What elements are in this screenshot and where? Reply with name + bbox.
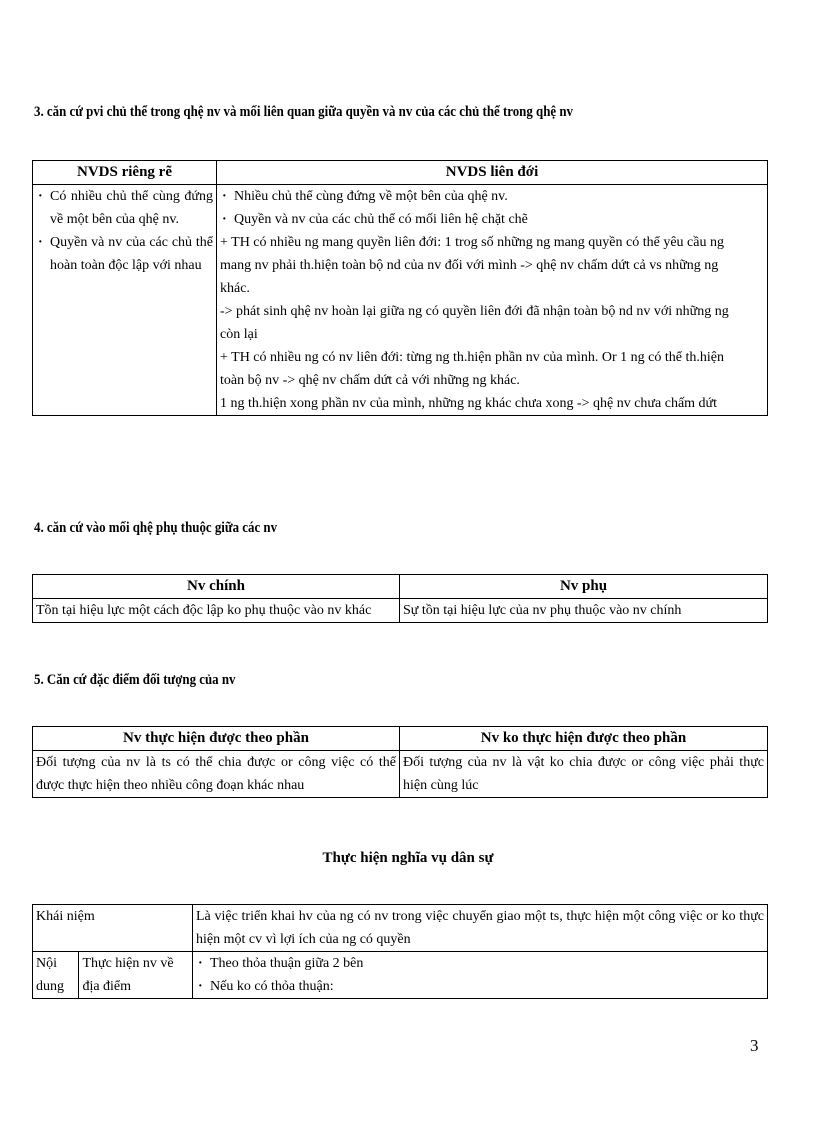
section-5-heading: 5. Căn cứ đặc điểm đối tượng của nv	[34, 672, 236, 688]
section-6-table	[32, 904, 768, 999]
text-line: khác.	[220, 281, 250, 296]
page-number: 3	[750, 1036, 759, 1055]
nvds-rieng-re-cell	[33, 185, 217, 416]
text-line: 1 ng th.hiện xong phần nv của mình, những ng khác chưa xong -> qhệ nv chưa chấm dứt	[220, 396, 718, 411]
list-item: · Quyền và nv của các chủ thể hoàn toàn độc lập với nhau	[36, 231, 213, 277]
text-line: mang nv phải th.hiện toàn bộ nd của nv đối với mình -> qhệ nv chấm dứt cả vs những ng	[220, 258, 719, 273]
nv-ko-theo-phan-cell: Đối tượng của nv là vật ko chia được or công việc phải thực hiện cùng lúc	[400, 751, 768, 798]
col-header-nv-chinh: Nv chính	[33, 575, 400, 599]
nvds-lien-doi-cell	[217, 185, 768, 416]
nv-theo-phan-cell: Đối tượng của nv là ts có thể chia được or công việc có thể được thực hiện theo nhiều công đoạn khác nhau	[33, 751, 400, 798]
table-header-row	[33, 727, 768, 751]
table-row	[33, 751, 768, 798]
nvds-lien-doi-list	[220, 185, 764, 231]
text-line: + TH có nhiều ng có nv liên đới: từng ng th.hiện phần nv của mình. Or 1 ng có thể th.hiện	[220, 350, 724, 365]
col-header-nv-ko-theo-phan: Nv ko thực hiện được theo phần	[400, 727, 768, 751]
khai-niem-label: Khái niệm	[33, 905, 193, 952]
col-header-nv-theo-phan: Nv thực hiện được theo phần	[33, 727, 400, 751]
text-line: -> phát sinh qhệ nv hoàn lại giữa ng có quyền liên đới đã nhận toàn bộ nd nv với những ng	[220, 304, 729, 319]
section-4-table	[32, 574, 768, 623]
col-header-nvds-lien-doi: NVDS liên đới	[217, 161, 768, 185]
list-item: · Nhiều chủ thể cùng đứng về một bên của qhệ nv.	[220, 185, 764, 208]
section-title-thuc-hien-nvds: Thực hiện nghĩa vụ dân sự	[322, 850, 494, 866]
dia-diem-label: Thực hiện nv về địa điểm	[79, 952, 193, 999]
col-header-nvds-rieng-re: NVDS riêng rẽ	[33, 161, 217, 185]
col-header-nv-phu: Nv phụ	[400, 575, 768, 599]
text-line: toàn bộ nv -> qhệ nv chấm dứt cả với những ng khác.	[220, 373, 520, 388]
section-4-heading: 4. căn cứ vào mối qhệ phụ thuộc giữa các nv	[34, 520, 278, 536]
khai-niem-text: Là việc triển khai hv của ng có nv trong việc chuyển giao một ts, thực hiện một công việc or ko thực hiện một cv vì lợi ích của ng có quyền	[193, 905, 768, 952]
text-line: + TH có nhiều ng mang quyền liên đới: 1 trog số những ng mang quyền có thể yêu cầu ng	[220, 235, 724, 250]
table-row	[33, 185, 768, 416]
list-item: · Quyền và nv của các chủ thể có mối liên hệ chặt chẽ	[220, 208, 764, 231]
text-line: còn lại	[220, 327, 258, 342]
list-item: · Nếu ko có thỏa thuận:	[196, 975, 764, 998]
list-item: · Có nhiều chủ thể cùng đứng về một bên của qhệ nv.	[36, 185, 213, 231]
noi-dung-label: Nội dung	[33, 952, 79, 999]
list-item: · Theo thỏa thuận giữa 2 bên	[196, 952, 764, 975]
table-header-row	[33, 575, 768, 599]
table-row	[33, 599, 768, 623]
dia-diem-list	[196, 952, 764, 998]
table-header-row	[33, 161, 768, 185]
section-3-table	[32, 160, 768, 416]
nvds-rieng-re-list	[36, 185, 213, 277]
dia-diem-cell	[193, 952, 768, 999]
section-3-heading: 3. căn cứ pvi chủ thể trong qhệ nv và mối liên quan giữa quyền và nv của các chủ thể trong qhệ nv	[34, 104, 573, 120]
table-row	[33, 905, 768, 952]
nv-chinh-cell: Tồn tại hiệu lực một cách độc lập ko phụ thuộc vào nv khác	[33, 599, 400, 623]
nv-phu-cell: Sự tồn tại hiệu lực của nv phụ thuộc vào nv chính	[400, 599, 768, 623]
section-5-table	[32, 726, 768, 798]
table-row	[33, 952, 768, 999]
